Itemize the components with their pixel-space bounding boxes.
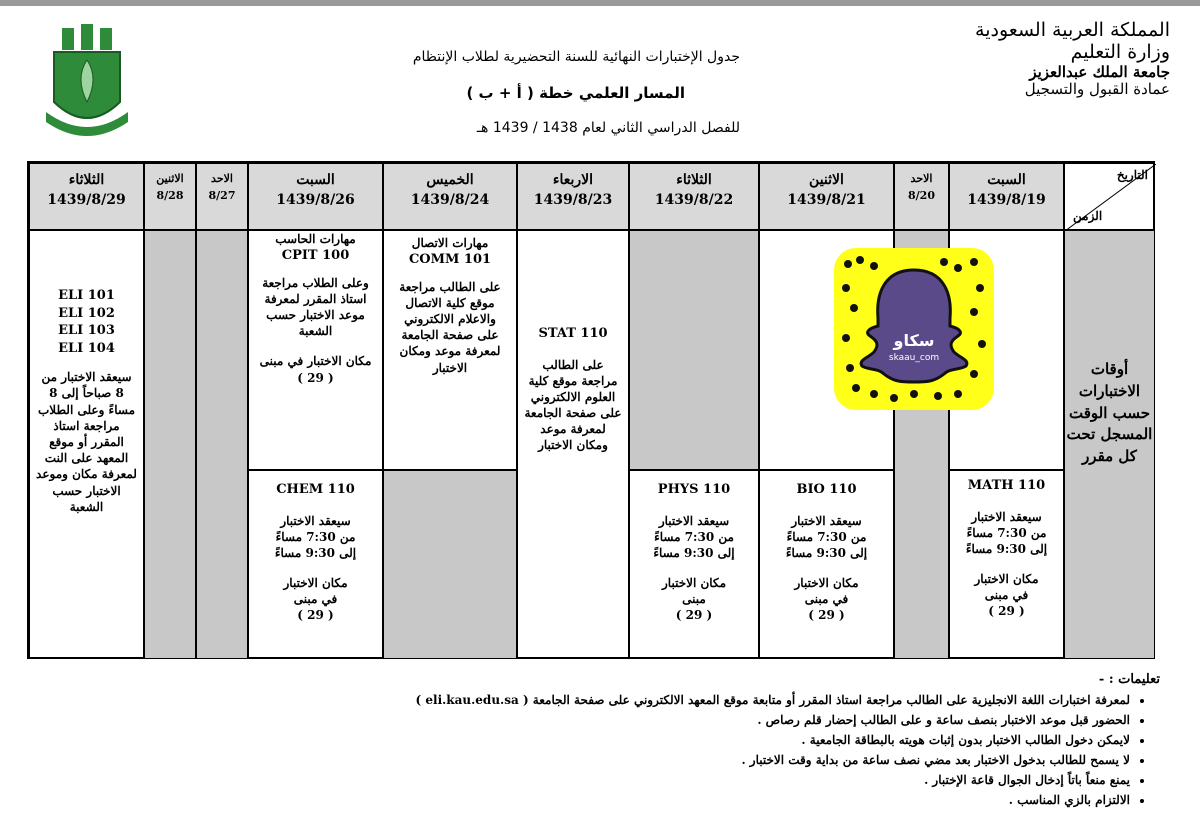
day-date: 1439/8/24 bbox=[410, 192, 490, 208]
building-number: ( 29 ) bbox=[808, 608, 845, 623]
course-code: STAT 110 bbox=[538, 326, 608, 341]
place-text: مبنى bbox=[682, 592, 706, 607]
exam-cell-eli bbox=[29, 230, 144, 659]
exam-cell-math bbox=[949, 470, 1064, 659]
day-date: 1439/8/29 bbox=[47, 192, 126, 208]
snapcode-overlay bbox=[834, 248, 994, 410]
place-text: في مبنى bbox=[984, 588, 1029, 603]
day-name: الاثنين bbox=[809, 172, 844, 188]
place-text: في مبنى bbox=[804, 592, 849, 607]
instruction-item: • يمنع منعاً باتاً إدخال الجوال قاعة الإختبار . bbox=[160, 770, 1130, 790]
day-header bbox=[248, 163, 383, 230]
instructions-list bbox=[160, 690, 1160, 810]
exam-instructions: على الطالب مراجعة موقع كلية العلوم الالكتروني على صفحة الجامعة لمعرفة موعد ومكان الاختبار bbox=[524, 357, 622, 453]
exam-schedule-table bbox=[27, 161, 1155, 659]
exam-instructions: على الطالب مراجعة موقع كلية الاتصال والاعلام الالكتروني على صفحة الجامعة لمعرفة موعد ومكان الاختبار bbox=[399, 279, 501, 375]
instruction-item: • لا يسمح للطالب بدخول الاختبار بعد مضي نصف ساعة من بداية وقت الاختبار . bbox=[160, 750, 1130, 770]
blocked-cell bbox=[144, 230, 196, 659]
place-text: مكان الاختبار bbox=[974, 572, 1039, 587]
exam-cell-stat bbox=[517, 230, 629, 659]
course-code: COMM 101 bbox=[408, 252, 492, 268]
day-header bbox=[383, 163, 517, 230]
time-text: سيعقد الاختبار bbox=[791, 513, 862, 528]
ministry-name: وزارة التعليم bbox=[1070, 40, 1170, 63]
time-text: من 7:30 مساءً bbox=[275, 529, 356, 544]
ministry-header bbox=[970, 20, 1170, 98]
exam-cell-chem bbox=[248, 470, 383, 659]
day-header bbox=[196, 163, 248, 230]
time-text: سيعقد الاختبار bbox=[658, 513, 730, 528]
day-header bbox=[517, 163, 629, 230]
top-bar bbox=[0, 0, 1200, 6]
time-text: سيعقد الاختبار bbox=[280, 513, 351, 528]
course-title: مهارات الاتصال bbox=[411, 236, 489, 250]
exam-cell-cpit bbox=[248, 230, 383, 470]
blocked-cell bbox=[383, 470, 517, 659]
university-logo bbox=[44, 22, 130, 142]
exam-instructions: وعلى الطلاب مراجعة استاذ المقرر لمعرفة موعد الاختبار حسب الشعبة bbox=[262, 275, 369, 339]
kingdom-name: المملكة العربية السعودية bbox=[975, 19, 1170, 41]
time-text: إلى 9:30 مساءً bbox=[965, 541, 1048, 556]
course-code: BIO 110 bbox=[796, 482, 857, 497]
day-date: 1439/8/23 bbox=[533, 192, 613, 208]
day-name: الاحد bbox=[211, 172, 233, 185]
exam-instructions: سيعقد الاختبار من 8 صباحاً إلى 8 مساءً وعلى الطلاب مراجعة استاذ المقرر أو موقع المعهد على النت لمعرفة مكان وموعد الاختبار حسب الشعبة bbox=[36, 370, 137, 514]
snapcode-ghost-icon bbox=[834, 248, 994, 410]
day-name: الاحد bbox=[910, 172, 933, 185]
day-header bbox=[144, 163, 196, 230]
place-text: مكان الاختبار bbox=[794, 576, 859, 591]
instructions-section bbox=[160, 672, 1160, 810]
exam-cell-phys bbox=[629, 470, 759, 659]
day-header bbox=[629, 163, 759, 230]
time-text: إلى 9:30 مساءً bbox=[274, 545, 357, 560]
day-date: 8/28 bbox=[156, 189, 184, 202]
schedule-track: المسار العلمي خطة ( أ + ب ) bbox=[466, 84, 685, 102]
course-code: ELI 101 bbox=[58, 288, 115, 303]
time-text: من 7:30 مساءً bbox=[786, 529, 867, 544]
day-header bbox=[759, 163, 894, 230]
day-date: 8/20 bbox=[908, 189, 935, 202]
day-header bbox=[949, 163, 1064, 230]
place-text: مكان الاختبار في مبنى bbox=[259, 354, 372, 369]
instruction-item: • لمعرفة اختبارات اللغة الانجليزية على الطالب مراجعة استاذ المقرر أو متابعة موقع المعهد الالكتروني على صفحة الجامعة ( eli.kau.edu.sa ) bbox=[160, 690, 1130, 710]
time-text: إلى 9:30 مساءً bbox=[785, 545, 868, 560]
course-code: PHYS 110 bbox=[657, 482, 731, 497]
day-name: الاثنين bbox=[156, 172, 184, 185]
snapcode-handle: skaau_com bbox=[888, 353, 940, 363]
course-code: ELI 103 bbox=[58, 323, 115, 339]
deanship-name: عمادة القبول والتسجيل bbox=[1024, 79, 1170, 98]
day-name: الاربعاء bbox=[552, 172, 594, 188]
building-number: ( 29 ) bbox=[297, 370, 334, 385]
corner-time-label: الزمن bbox=[1073, 209, 1103, 223]
corner-date-label: التاريخ bbox=[1116, 168, 1148, 182]
schedule-term: للفصل الدراسي الثاني لعام 1438 / 1439 هـ bbox=[476, 120, 740, 136]
course-code: CPIT 100 bbox=[281, 248, 350, 264]
place-text: في مبنى bbox=[293, 592, 338, 607]
university-name: جامعة الملك عبدالعزيز bbox=[1029, 62, 1170, 81]
course-code: ELI 102 bbox=[58, 305, 115, 321]
place-text: مكان الاختبار bbox=[283, 576, 348, 591]
instruction-item: • الحضور قبل موعد الاختبار بنصف ساعة و على الطالب إحضار قلم رصاص . bbox=[160, 710, 1130, 730]
time-text: من 7:30 مساءً bbox=[654, 529, 734, 544]
course-code: MATH 110 bbox=[967, 478, 1046, 493]
day-header bbox=[894, 163, 949, 230]
day-name: السبت bbox=[296, 172, 335, 188]
time-text: سيعقد الاختبار bbox=[971, 509, 1042, 524]
corner-cell bbox=[1064, 163, 1155, 230]
instruction-item: • لايمكن دخول الطالب الاختبار بدون إثبات هويته بالبطاقة الجامعية . bbox=[160, 730, 1130, 750]
course-title: مهارات الحاسب bbox=[275, 232, 356, 246]
day-name: الثلاثاء bbox=[68, 172, 105, 188]
schedule-title: جدول الإختبارات النهائية للسنة التحضيرية لطلاب الإنتظام bbox=[412, 49, 740, 65]
course-code: CHEM 110 bbox=[276, 482, 355, 497]
snapcode-name: سكاو bbox=[893, 331, 935, 350]
time-text: من 7:30 مساءً bbox=[966, 525, 1047, 540]
building-number: ( 29 ) bbox=[297, 608, 334, 623]
instruction-item: • الالتزام بالزي المناسب . bbox=[160, 790, 1130, 810]
course-code: ELI 104 bbox=[58, 340, 115, 356]
day-date: 1439/8/19 bbox=[967, 192, 1046, 208]
day-name: الثلاثاء bbox=[676, 172, 712, 188]
day-date: 1439/8/22 bbox=[654, 192, 734, 208]
day-name: الخميس bbox=[426, 172, 474, 188]
instructions-title: تعليمات : - bbox=[1098, 672, 1160, 687]
day-header bbox=[29, 163, 144, 230]
day-date: 1439/8/21 bbox=[787, 192, 866, 208]
day-name: السبت bbox=[987, 172, 1026, 188]
building-number: ( 29 ) bbox=[675, 608, 713, 623]
day-date: 1439/8/26 bbox=[276, 192, 355, 208]
day-date: 8/27 bbox=[208, 189, 236, 202]
row-label: أوقات الاختبارات حسب الوقت المسجل تحت كل مقرر bbox=[1064, 230, 1155, 659]
blocked-cell bbox=[196, 230, 248, 659]
blocked-cell bbox=[629, 230, 759, 470]
time-text: إلى 9:30 مساءً bbox=[653, 545, 735, 560]
exam-cell-bio bbox=[759, 470, 894, 659]
exam-cell-comm bbox=[383, 230, 517, 470]
building-number: ( 29 ) bbox=[988, 604, 1025, 619]
place-text: مكان الاختبار bbox=[662, 576, 726, 591]
